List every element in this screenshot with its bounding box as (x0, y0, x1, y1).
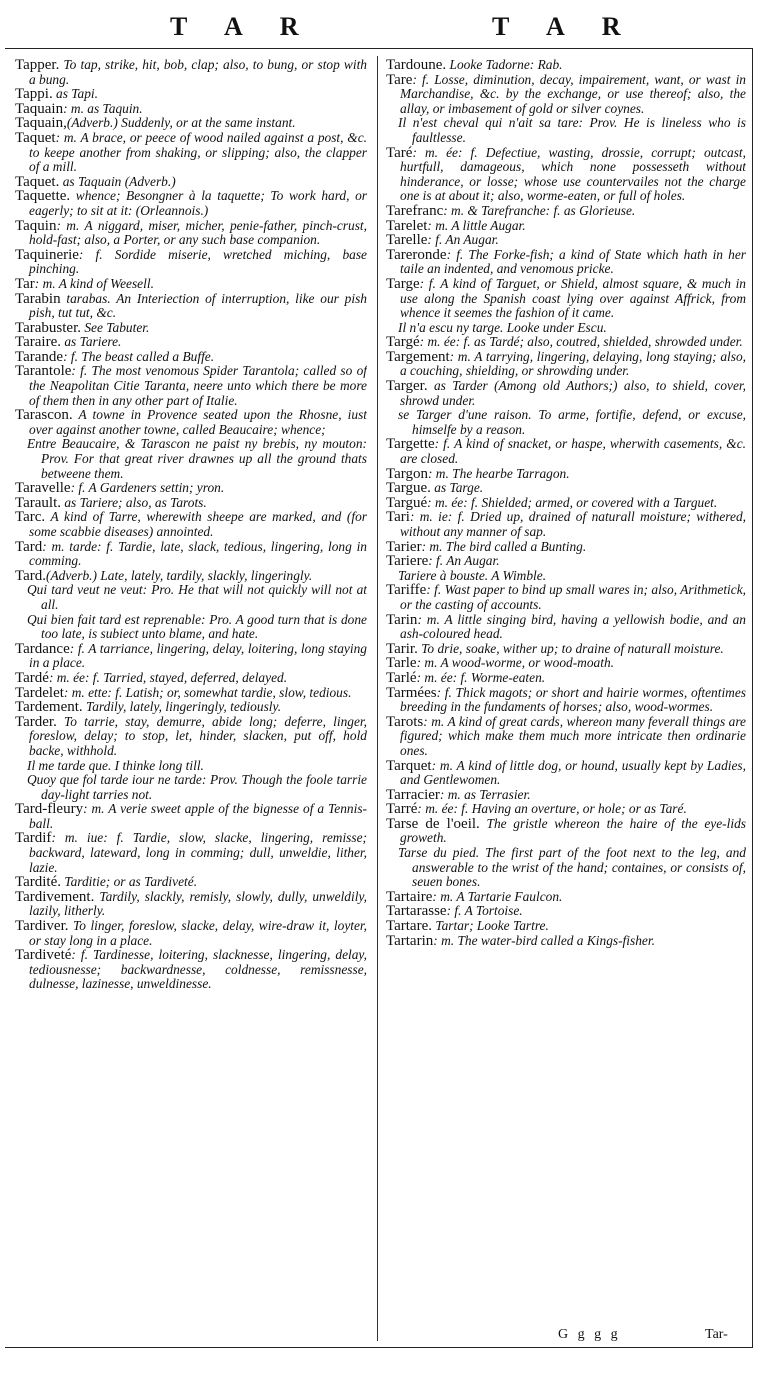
dictionary-entry (386, 437, 746, 466)
dictionary-entry (15, 102, 367, 117)
gloss: : m. ée: f. as Tardé; also, coutred, shielded, shrowded under. (419, 334, 743, 350)
dictionary-entry (386, 554, 746, 569)
sub-entry (15, 613, 367, 642)
headword: Taquinerie (15, 246, 79, 263)
dictionary-entry (386, 481, 746, 496)
gloss: : m. The water-bird called a Kings-fisher. (433, 932, 655, 948)
gloss: whence; Besongner à la taquette; To work hard, or eagerly; to sit at it: (Orleannois.) (29, 188, 367, 218)
dictionary-entry (386, 204, 746, 219)
gloss: : f. Losse, diminution, decay, impairement, want, or wast in Marchandise, &c. by the exchange, or use thereof; also, the allay, or imbasement of gold or silver coynes. (400, 71, 746, 116)
sub-entry (15, 773, 367, 802)
right-column (386, 58, 746, 1328)
dictionary-entry (15, 831, 367, 875)
headword: Tarder. (15, 713, 57, 730)
dictionary-entry (386, 350, 746, 379)
headword: Taquain, (15, 115, 67, 132)
headword: Tarse de l'oeil. (386, 815, 480, 832)
gloss: : f. A tarriance, lingering, delay, loitering, long staying in a place. (29, 640, 367, 671)
headword: Tarantole (15, 363, 72, 380)
dictionary-entry (386, 233, 746, 248)
headword: Tarré (386, 801, 418, 818)
running-head-right: T A R (492, 12, 637, 41)
gloss: To tarrie, stay, demurre, abide long; deferre, linger, foreslow, delay; to stop, let, hinder, slacken, put off, hold backe, withhold. (29, 713, 367, 758)
gloss: as Tarder (Among old Authors;) also, to shield, cover, shrowd under. (400, 378, 746, 408)
gloss: : m. A niggard, miser, micher, penie-father, pinch-crust, hold-fast; also, a Porter, or any such base companion. (29, 217, 367, 248)
gloss: : f. A kind of Targuet, or Shield, almost square, & much in use along the Spanish coast lying over against Affrick, from whence it seemes the fashion of it came. (400, 275, 746, 321)
left-column (15, 58, 367, 1328)
gloss: : f. The Forke-fish; a kind of State which hath in her taile an indented, and venomous pricke. (400, 246, 746, 277)
headword: Tartaire (386, 888, 433, 905)
gloss: : f. Wast paper to bind up small wares in; also, Arithmetick, or the casting of accounts. (400, 582, 746, 612)
headword: Tarlé (386, 669, 417, 686)
gloss: : m. ée: f. Worme-eaten. (416, 669, 546, 685)
gloss: : m. ée: f. Defectiue, wasting, drossie, corrupt; outcast, hurtfull, damageous, which none possesseth without hinderance, or losse; whose use countervailes not the charge one is at about it; also, worme-eaten, or full of holes. (400, 144, 746, 204)
headword: Tardiveté (15, 947, 72, 964)
gloss: : m. as Terrasier. (439, 786, 531, 802)
headword: Tarots (386, 713, 424, 730)
dictionary-entry (386, 802, 746, 817)
headword: Tardé (15, 669, 49, 686)
gloss: as Tariere. (61, 334, 122, 350)
gloss: To tap, strike, hit, bob, clap; also, to bung, or stop with a bung. (29, 58, 367, 87)
dictionary-entry (15, 364, 367, 408)
dictionary-entry (386, 540, 746, 555)
gloss: as Targe. (430, 480, 484, 496)
gloss: A towne in Provence seated upon the Rhosne, iust over against another towne, called Beaucaire; whence; (29, 407, 367, 437)
gloss: : m. The bird called a Bunting. (421, 538, 587, 554)
gloss: : m. A kind of great cards, whereon many feverall things are figured; which make them much more intricate then ordinarie ones. (400, 713, 746, 758)
dictionary-entry (15, 671, 367, 686)
dictionary-entry (15, 481, 367, 496)
gloss: : m. ette: f. Latish; or, somewhat tardie, slow, tedious. (63, 684, 352, 700)
headword: Targé (386, 334, 420, 351)
gloss: : f. The most venomous Spider Tarantola; called so of the Neapolitan Citie Taranta, neere unto which there be more of them then in any other part of Italie. (29, 363, 367, 408)
headword: Tari (386, 509, 410, 526)
catchword: Tar- (705, 1327, 728, 1342)
headword: Targette (386, 436, 435, 453)
headword: Tardiver. (15, 918, 69, 935)
headword: Targué (386, 494, 428, 511)
gloss: : m. ie: f. Dried up, drained of naturall moisture; withered, without any manner of sap. (400, 509, 746, 539)
dictionary-entry (386, 335, 746, 350)
gloss: The gristle whereon the haire of the eye-lids groweth. (400, 815, 746, 846)
sub-entry (386, 569, 746, 584)
gloss: as Tapi. (52, 86, 98, 102)
gloss: : m. as Taquin. (63, 100, 143, 116)
gloss: See Tabuter. (81, 319, 150, 335)
sub-entry (386, 321, 746, 336)
dictionary-entry (386, 759, 746, 788)
dictionary-entry (15, 642, 367, 671)
dictionary-entry (386, 219, 746, 234)
dictionary-entry (386, 715, 746, 759)
dictionary-entry (15, 131, 367, 175)
headword: Tarmées (386, 684, 437, 701)
sub-entry (15, 437, 367, 481)
headword: Tardif (15, 830, 52, 847)
dictionary-entry (386, 510, 746, 539)
headword: Tarier (386, 538, 422, 555)
headword: Tardoune. (386, 58, 447, 73)
dictionary-entry (15, 408, 367, 437)
dictionary-entry (15, 58, 367, 87)
gloss: Looke Tadorne: Rab. (446, 58, 563, 72)
headword: Tarande (15, 348, 64, 365)
gloss: Tardily, slackly, remisly, slowly, dully, unweldily, lazily, litherly. (29, 888, 367, 919)
sub-entry (15, 759, 367, 774)
gloss: : f. A kind of snacket, or haspe, wherwith casements, &c. are closed. (400, 436, 746, 467)
dictionary-entry (15, 890, 367, 919)
gloss: : m. A Tartarie Faulcon. (432, 888, 563, 904)
gloss: Qui bien fait tard est reprenable: Pro. A good turn that is done too late, is subiect unto blame, and hate. (27, 611, 367, 642)
gloss: : f. An Augar. (427, 232, 499, 248)
gloss: : m. & Tarefranche: f. as Glorieuse. (443, 202, 636, 218)
headword: Tard. (15, 567, 47, 584)
gloss: : m. A kind of Weesell. (34, 275, 154, 291)
headword: Tappi. (15, 86, 53, 103)
gloss: A kind of Tarre, wherewith sheepe are marked, and (for some scabbie diseases) annointed. (29, 509, 367, 539)
dictionary-entry (15, 715, 367, 759)
gloss: tarabas. An Interiection of interruption, like our pish pish, tut tut, &c. (29, 290, 367, 321)
dictionary-entry (386, 496, 746, 511)
dictionary-entry (15, 292, 367, 321)
headword: Targon (386, 465, 428, 482)
gloss: : m. A brace, or peece of wood nailed against a post, &c. to keepe another from shaking, or slipping; also, the clapper of a mill. (29, 129, 367, 175)
dictionary-entry (15, 540, 367, 569)
dictionary-entry (15, 87, 367, 102)
headword: Taquain (15, 100, 64, 117)
dictionary-entry (15, 248, 367, 277)
gloss: se Targer d'une raison. To arme, fortifie, defend, or excuse, himselfe by a reason. (398, 407, 746, 437)
gloss: : m. A wood-worme, or wood-moath. (416, 655, 614, 671)
dictionary-entry (386, 671, 746, 686)
gloss: : m. A little Augar. (427, 217, 526, 233)
headword: Tardement. (15, 699, 83, 716)
sub-entry (386, 116, 746, 145)
headword: Targe (386, 275, 420, 292)
dictionary-entry (386, 890, 746, 905)
gloss: Il n'a escu ny targe. Looke under Escu. (398, 319, 607, 335)
headword: Targement (386, 348, 450, 365)
gloss: : m. A kind of little dog, or hound, usually kept by Ladies, and Gentlewomen. (400, 757, 746, 788)
signature-mark: G g g g (558, 1327, 621, 1342)
headword: Taquet. (15, 173, 60, 190)
headword: Tarc. (15, 509, 46, 526)
gloss: : f. An Augar. (428, 553, 500, 569)
gloss: Qui tard veut ne veut: Pro. He that will not quickly will not at all. (27, 582, 367, 612)
headword: Tariere (386, 553, 429, 570)
headword: Tartare. (386, 918, 432, 935)
headword: Taquette. (15, 188, 71, 205)
dictionary-entry (386, 613, 746, 642)
dictionary-entry (386, 467, 746, 482)
gloss: as Taquain (Adverb.) (59, 173, 176, 189)
column-divider (377, 56, 378, 1341)
gloss: (Adverb.) Late, lately, tardily, slackly, lingeringly. (46, 567, 313, 583)
dictionary-entry (386, 583, 746, 612)
gloss: : m. ée: f. Having an overture, or hole; or as Taré. (417, 801, 687, 817)
headword: Tard (15, 538, 43, 555)
gloss: : f. A Tortoise. (446, 903, 523, 919)
gloss: as Tariere; also, as Tarots. (61, 494, 207, 510)
headword: Tarelet (386, 217, 428, 234)
headword: Tarelle (386, 232, 428, 249)
gloss: Quoy que fol tarde iour ne tarde: Prov. Though the foole tarrie day-light tarries not. (27, 772, 367, 802)
gloss: To linger, foreslow, slacke, delay, wire-draw it, loyter, or stay long in a place. (29, 918, 367, 948)
dictionary-entry (386, 642, 746, 657)
dictionary-entry (15, 350, 367, 365)
dictionary-entry (386, 248, 746, 277)
headword: Tarir. (386, 640, 418, 657)
dictionary-entry (15, 116, 367, 131)
gloss: To drie, soake, wither up; to draine of naturall moisture. (417, 640, 724, 656)
dictionary-entry (15, 335, 367, 350)
headword: Tarabuster. (15, 319, 82, 336)
dictionary-entry (386, 788, 746, 803)
headword: Tare (386, 71, 413, 88)
dictionary-entry (386, 277, 746, 321)
headword: Tardivement. (15, 888, 95, 905)
dictionary-entry (15, 686, 367, 701)
gloss: Tarse du pied. The first part of the foot next to the leg, and answerable to the wrist of the hand; containes, or consists of, seuen bones. (398, 845, 746, 890)
headword: Tarault. (15, 494, 62, 511)
gloss: Tariere à bouste. A Wimble. (398, 567, 547, 583)
dictionary-entry (386, 817, 746, 846)
sub-entry (386, 408, 746, 437)
headword: Tareronde (386, 246, 447, 263)
dictionary-entry (15, 875, 367, 890)
gloss: : f. Thick magots; or short and hairie wormes, oftentimes breeding in the fundaments of horses; also, wood-wormes. (400, 684, 746, 715)
dictionary-entry (15, 219, 367, 248)
dictionary-entry (15, 802, 367, 831)
dictionary-entry (386, 379, 746, 408)
dictionary-entry (386, 686, 746, 715)
dictionary-entry (386, 73, 746, 117)
gloss: : f. Sordide miserie, wretched miching, base pinching. (29, 246, 367, 277)
dictionary-entry (15, 277, 367, 292)
headword: Tarracier (386, 786, 440, 803)
gloss: : f. The beast called a Buffe. (63, 348, 215, 364)
gloss: : f. A Gardeners settin; yron. (70, 480, 225, 496)
dictionary-entry (15, 948, 367, 992)
headword: Tardité. (15, 874, 62, 891)
headword: Tarin (386, 611, 418, 628)
dictionary-entry (15, 510, 367, 539)
gloss: : m. tarde: f. Tardie, late, slack, tedious, lingering, long in comming. (29, 538, 367, 569)
gloss: (Adverb.) Suddenly, or at the same instant. (66, 115, 296, 131)
headword: Tariffe (386, 582, 427, 599)
headword: Taravelle (15, 480, 71, 497)
headword: Tapper. (15, 58, 60, 73)
dictionary-entry (386, 919, 746, 934)
dictionary-entry (386, 58, 746, 73)
dictionary-entry (15, 321, 367, 336)
headword: Tardelet (15, 684, 64, 701)
dictionary-entry (386, 904, 746, 919)
headword: Taraire. (15, 334, 61, 351)
gloss: : m. A tarrying, lingering, delaying, long staying; also, a couching, shielding, or shrowding under. (400, 348, 746, 379)
headword: Tartarin (386, 932, 434, 949)
headword: Tarle (386, 655, 417, 672)
headword: Tarquet (386, 757, 432, 774)
headword: Tarabin (15, 290, 61, 307)
sub-entry (15, 583, 367, 612)
headword: Tarascon. (15, 407, 73, 424)
gloss: : m. iue: f. Tardie, slow, slacke, lingering, remisse; backward, lateward, long in comming; dull, unweldie, lither, lazie. (29, 830, 367, 875)
gloss: : m. A verie sweet apple of the bignesse of a Tennis-ball. (29, 801, 367, 831)
gloss: Il n'est cheval qui n'ait sa tare: Prov. He is lineless who is faultlesse. (398, 115, 746, 145)
dictionary-entry (15, 189, 367, 218)
headword: Tardance (15, 640, 70, 657)
dictionary-entry (386, 146, 746, 204)
gloss: : m. The hearbe Tarragon. (428, 465, 570, 481)
dictionary-entry (386, 656, 746, 671)
gloss: : m. ée: f. Shielded; armed, or covered with a Targuet. (427, 494, 718, 510)
dictionary-entry (15, 569, 367, 584)
headword: Taré (386, 144, 413, 161)
headword: Tarefranc (386, 202, 444, 219)
headword: Tartarasse (386, 903, 447, 920)
dictionary-entry (386, 934, 746, 949)
gloss: : m. A little singing bird, having a yellowish bodie, and an ash-coloured head. (400, 611, 746, 642)
dictionary-entry (15, 919, 367, 948)
gloss: : m. ée: f. Tarried, stayed, deferred, delayed. (48, 669, 288, 685)
headword: Tard-fleury (15, 801, 84, 818)
dictionary-entry (15, 700, 367, 715)
gloss: Tarditie; or as Tardiveté. (61, 874, 198, 890)
dictionary-entry (15, 496, 367, 511)
gloss: : f. Tardinesse, loitering, slacknesse, lingering, delay, tediousnesse; backwardnesse, coldnesse, remissnesse, dulnesse, lazinesse, unweldinesse. (29, 947, 367, 992)
sub-entry (386, 846, 746, 890)
headword: Taquin (15, 217, 57, 234)
headword: Tar (15, 275, 35, 292)
gloss: Il me tarde que. I thinke long till. (27, 757, 204, 773)
gloss: Entre Beaucaire, & Tarascon ne paist ny brebis, ny mouton: Prov. For that great river drawnes up all the ground thats betweene them. (27, 436, 367, 481)
gloss: Tardily, lately, lingeringly, tediously. (82, 699, 282, 715)
running-head-left: T A R (170, 12, 315, 41)
headword: Targue. (386, 480, 431, 497)
headword: Targer. (386, 378, 428, 395)
headword: Taquet (15, 129, 56, 146)
gloss: Tartar; Looke Tartre. (432, 918, 549, 934)
dictionary-entry (15, 175, 367, 190)
